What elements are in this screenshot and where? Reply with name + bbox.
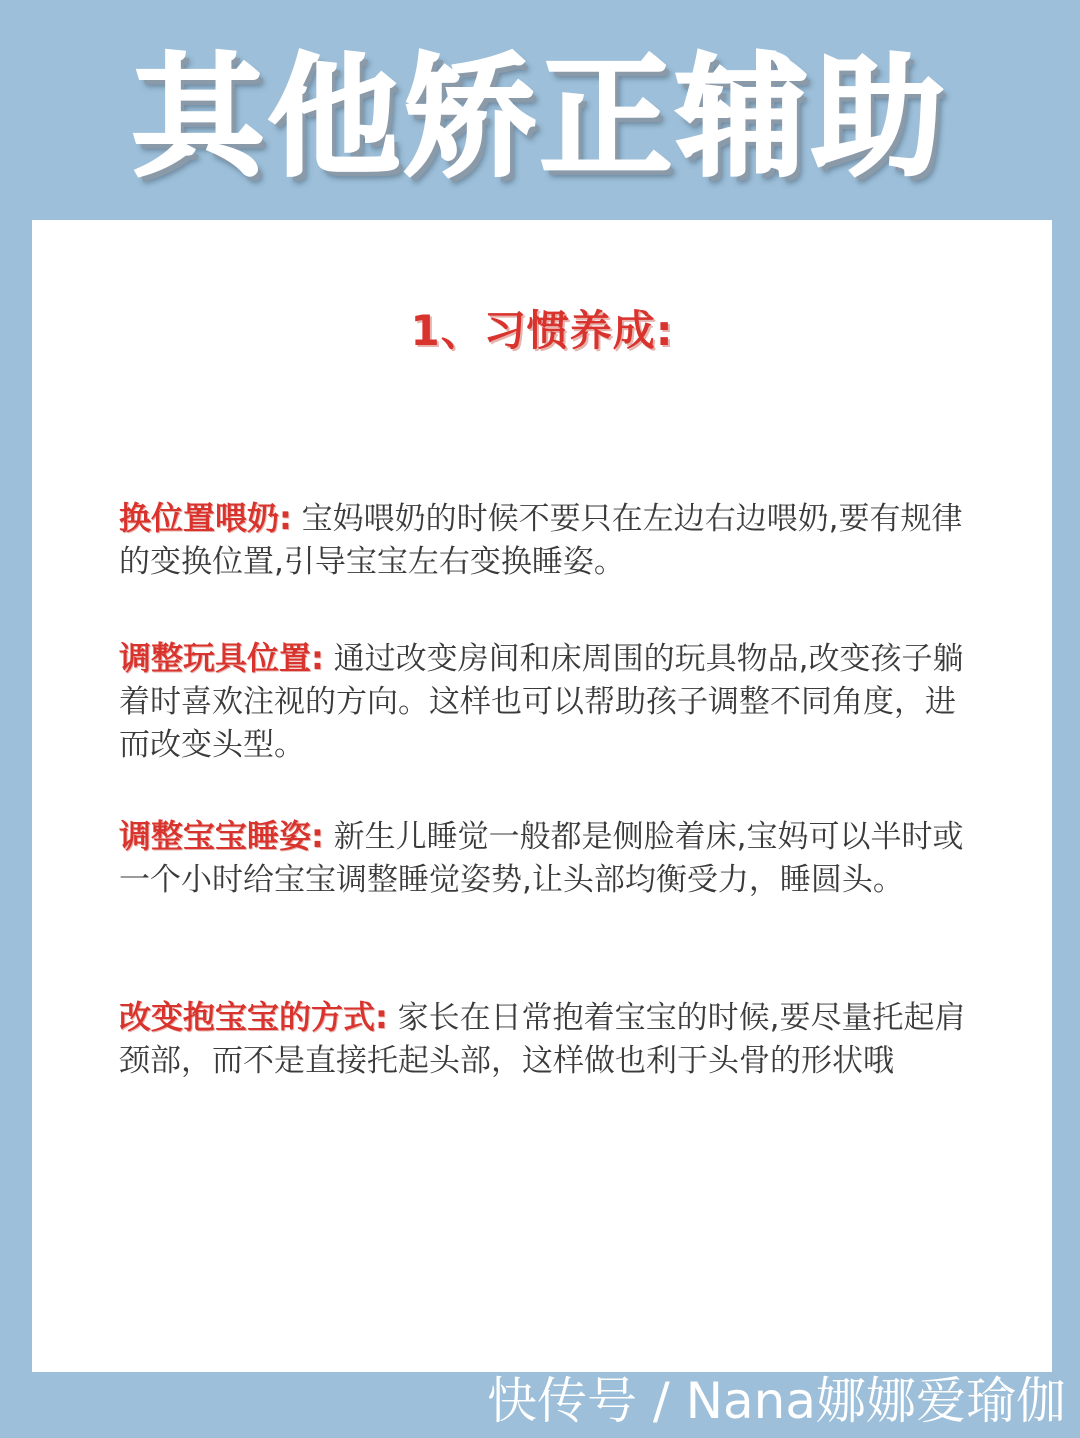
watermark: 快传号 / Nana娜娜爱瑜伽 <box>486 1372 1066 1430</box>
tip-item-feeding-position <box>119 497 979 584</box>
page-title: 其他矫正辅助 <box>132 41 948 195</box>
tip-text: 宝妈喂奶的时候不要只在左边右边喂奶,要有规律的变换位置,引导宝宝左右变换睡姿。 <box>119 501 963 580</box>
tip-label: 改变抱宝宝的方式: <box>119 998 388 1036</box>
tip-text: 新生儿睡觉一般都是侧脸着床,宝妈可以半时或一个小时给宝宝调整睡觉姿势,让头部均衡受力，睡圆头。 <box>119 819 964 898</box>
tip-text: 家长在日常抱着宝宝的时候,要尽量托起肩颈部，而不是直接托起头部，这样做也利于头骨的形状哦 <box>119 1000 966 1079</box>
tip-text: 通过改变房间和床周围的玩具物品,改变孩子躺着时喜欢注视的方向。这样也可以帮助孩子调整不同角度，进而改变头型。 <box>119 641 964 763</box>
content-card <box>32 220 1052 1372</box>
tip-label: 调整宝宝睡姿: <box>119 817 324 855</box>
section-title: 1、习惯养成: <box>410 306 674 355</box>
tip-label: 换位置喂奶: <box>119 499 292 537</box>
tip-item-sleep-posture <box>119 815 979 902</box>
tip-item-toy-position <box>119 637 979 767</box>
tip-item-holding-method <box>119 996 979 1083</box>
tip-label: 调整玩具位置: <box>119 639 324 677</box>
